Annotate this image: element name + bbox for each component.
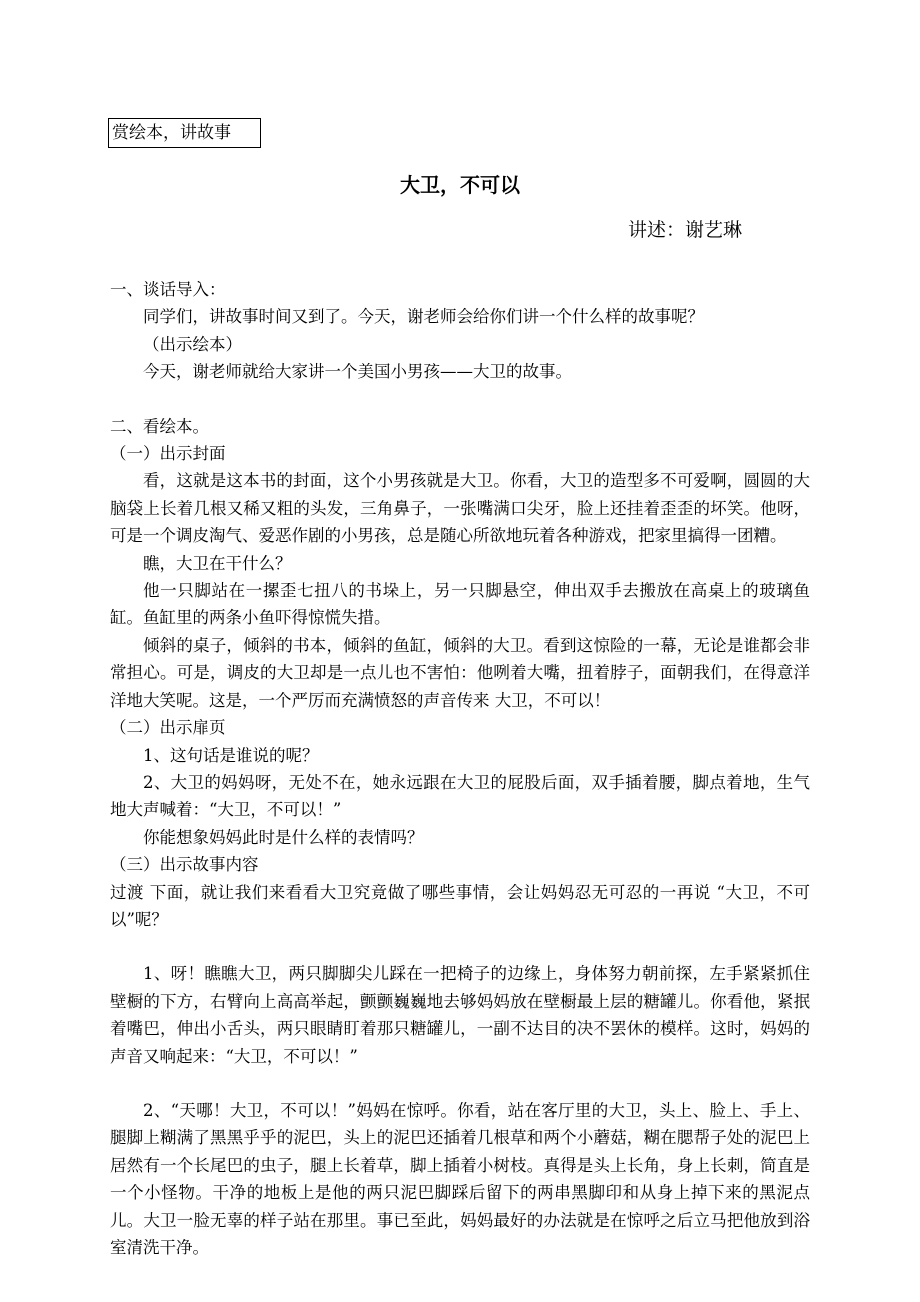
paragraph: 2、大卫的妈妈呀，无处不在，她永远跟在大卫的屁股后面，双手插着腰，脚点着地，生气地大声喊着：“大卫，不可以！” <box>110 772 810 820</box>
section-heading-picturebook: 二、看绘本。 <box>110 416 209 436</box>
paragraph: 倾斜的桌子，倾斜的书本，倾斜的鱼缸，倾斜的大卫。看到这惊险的一幕，无论是谁都会非常担心。可是，调皮的大卫却是一点儿也不害怕：他咧着大嘴，扭着脖子，面朝我们，在得意洋洋地大笑呢。这是，一个严厉而充满愤怒的声音传来 大卫，不可以！ <box>110 635 810 710</box>
paragraph: 过渡 下面，就让我们来看看大卫究竟做了哪些事情，会让妈妈忍无可忍的一再说 “大卫，不可以”呢？ <box>110 882 810 929</box>
story-paragraph: 1、呀！瞧瞧大卫，两只脚脚尖儿踩在一把椅子的边缘上，身体努力朝前探，左手紧紧抓住壁橱的下方，右臂向上高高举起，颤颤巍巍地去够妈妈放在壁橱最上层的糖罐儿。你看他，紧抿着嘴巴，伸出小舌头，两只眼睛盯着那只糖罐儿，一副不达目的决不罢休的模样。这时，妈妈的声音又响起来：“大卫，不可以！” <box>110 964 810 1066</box>
paragraph: 同学们，讲故事时间又到了。今天，谢老师会给你们讲一个什么样的故事呢？ <box>143 307 704 327</box>
paragraph: 你能想象妈妈此时是什么样的表情吗？ <box>143 827 424 847</box>
subsection-heading-story: （三）出示故事内容 <box>110 855 259 875</box>
paragraph: 看，这就是这本书的封面，这个小男孩就是大卫。你看，大卫的造型多不可爱啊，圆圆的大脑袋上长着几根又稀又粗的头发，三角鼻子，一张嘴满口尖牙，脸上还挂着歪歪的坏笑。他呀，可是一个调皮淘气、爱恶作剧的小男孩，总是随心所欲地玩着各种游戏，把家里搞得一团糟。 <box>110 471 810 546</box>
story-paragraph: 2、“天哪！大卫，不可以！”妈妈在惊呼。你看，站在客厅里的大卫，头上、脸上、手上、腿脚上糊满了黑黑乎乎的泥巴，头上的泥巴还插着几根草和两个小蘑菇，糊在腮帮子处的泥巴上居然有一个长尾巴的虫子，腿上长着草，脚上插着小树枝。真得是头上长角，身上长刺，简直是一个小怪物。干净的地板上是他的两只泥巴脚踩后留下的两串黑脚印和从身上掉下来的黑泥点儿。大卫一脸无辜的样子站在那里。事已至此，妈妈最好的办法就是在惊呼之后立马把他放到浴室清洗干净。 <box>110 1100 810 1257</box>
paragraph: 他一只脚站在一摞歪七扭八的书垛上，另一只脚悬空，伸出双手去搬放在高桌上的玻璃鱼缸。鱼缸里的两条小鱼吓得惊慌失措。 <box>110 581 810 628</box>
subsection-heading-cover: （一）出示封面 <box>110 444 226 464</box>
narrator-line: 讲述：谢艺琳 <box>628 219 743 241</box>
document-body <box>110 276 810 1261</box>
spacer <box>110 933 810 960</box>
paragraph: 1、这句话是谁说的呢？ <box>143 745 319 765</box>
boxed-title: 赏绘本，讲故事 <box>108 118 261 148</box>
page-title: 大卫，不可以 <box>400 173 520 197</box>
paragraph: 瞧，大卫在干什么？ <box>143 553 292 573</box>
paragraph: 今天，谢老师就给大家讲一个美国小男孩——大卫的故事。 <box>143 362 572 382</box>
paragraph: （出示绘本） <box>143 334 242 354</box>
spacer <box>110 386 810 413</box>
spacer <box>110 1070 810 1097</box>
section-heading-intro: 一、谈话导入： <box>110 280 226 299</box>
subsection-heading-titlepage: （二）出示扉页 <box>110 718 226 738</box>
